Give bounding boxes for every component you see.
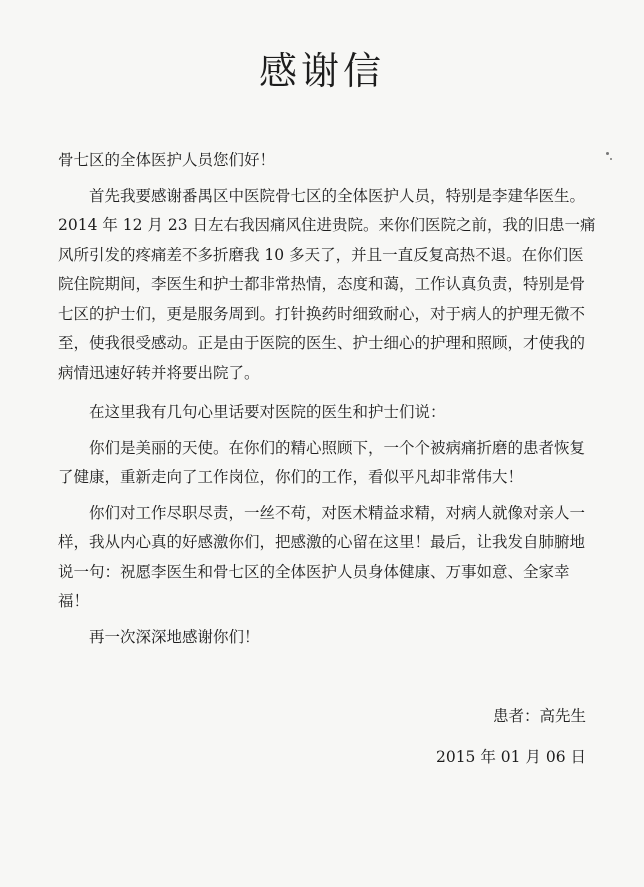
- scan-speck: [610, 158, 612, 160]
- signature-block: [436, 702, 586, 772]
- letter-title: 感谢信: [258, 49, 385, 93]
- scan-speck: [606, 152, 609, 155]
- letter-date: 2015 年 01 月 06 日: [435, 748, 586, 766]
- paragraph-dedication: 你们对工作尽职尽责，一丝不苟，对医术精益求精，对病人就像对亲人一样，我从内心真的好感激你们，把感激的心留在这里！最后，让我发自肺腑地说一句：祝愿李医生和骨七区的全体医护人员身体健康、万事如意、全家幸福！: [58, 503, 586, 610]
- paragraph-intro-words: 在这里我有几句心里话要对医院的医生和护士们说：: [89, 403, 446, 421]
- signature: 患者：高先生: [492, 707, 586, 725]
- paragraph-thanks: 首先我要感谢番禺区中医院骨七区的全体医护人员，特别是李建华医生。2014 年 12 月 23 日左右我因痛风住进贵院。来你们医院之前，我的旧患一痛风所引发的疼痛差不多折磨我 10 多天了，并且一直反复高热不退。在你们医院住院期间，李医生和护士都非常热情，态度和蔼，工作认真负责，特别是骨七区的护士们，更是服务周到。打针换药时细致耐心，对于病人的护理无微不至，使我很受感动。正是由于医院的医生、护士细心的护理和照顾，才使我的病情迅速好转并将要出院了。: [58, 186, 596, 382]
- paragraph-closing: 再一次深深地感谢你们！: [89, 627, 260, 646]
- salutation: 骨七区的全体医护人员您们好！: [58, 151, 276, 169]
- letter-body: [58, 146, 598, 652]
- paragraph-angels: 你们是美丽的天使。在你们的精心照顾下，一个个被病痛折磨的患者恢复了健康，重新走向了工作岗位，你们的工作，看似平凡却非常伟大！: [58, 438, 586, 486]
